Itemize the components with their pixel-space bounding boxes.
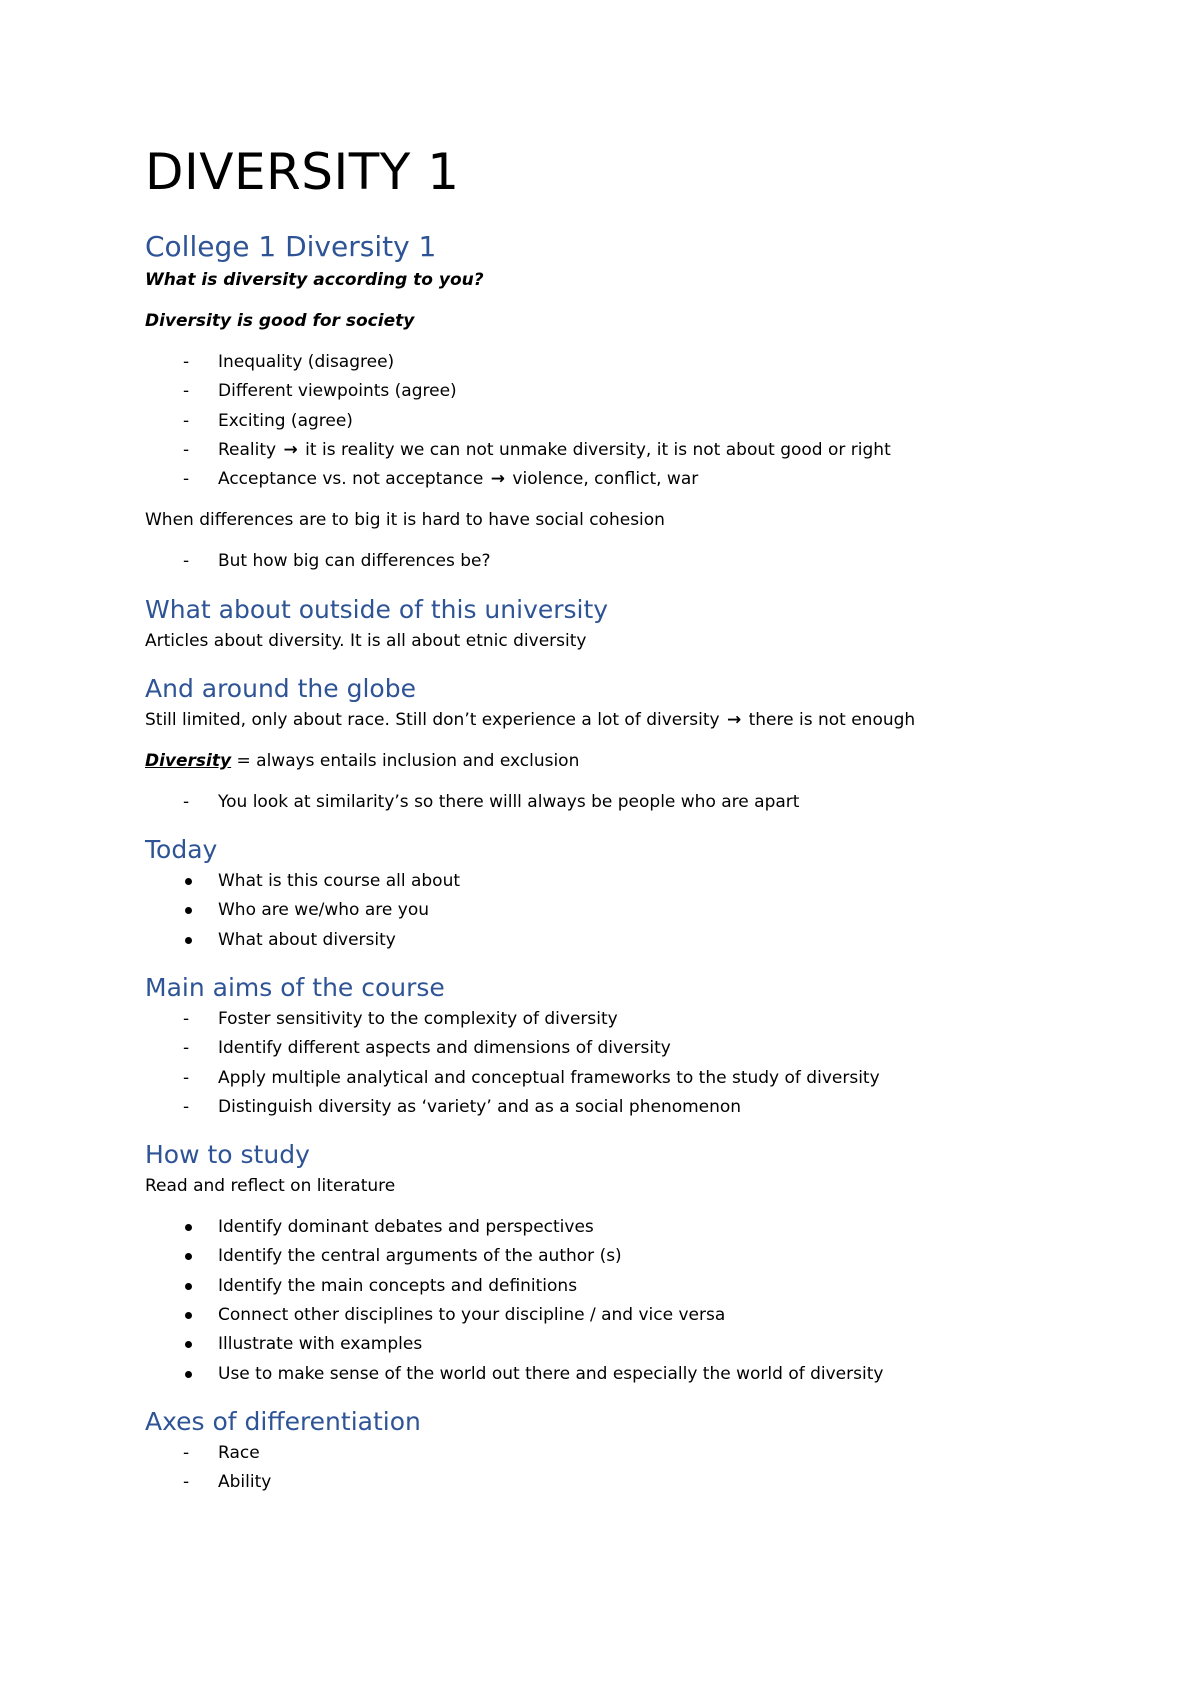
dash-marker: [183, 1439, 203, 1468]
list-item: - Exciting (agree): [145, 407, 1085, 436]
statement-text: Diversity is good for society: [145, 311, 415, 331]
dash-marker: [183, 465, 203, 494]
section-heading-aims: Main aims of the course: [145, 972, 445, 1002]
today-list: [145, 867, 1085, 955]
cohesion-list: [145, 547, 1085, 576]
list-item: Connect other disciplines to your discipline / and vice versa: [218, 1305, 726, 1326]
arrow-right-icon: →: [490, 469, 505, 490]
list-item: - Apply multiple analytical and conceptual frameworks to the study of diversity: [145, 1064, 1085, 1093]
dash-marker: [183, 377, 203, 406]
aims-list: [145, 1005, 1085, 1122]
list-item: - Ability: [145, 1468, 1085, 1497]
section-heading-study: How to study: [145, 1140, 310, 1170]
section-heading-globe: And around the globe: [145, 673, 416, 703]
arrow-right-icon: →: [283, 439, 298, 460]
list-item: - But how big can differences be?: [145, 547, 1085, 576]
list-item: Use to make sense of the world out there and especially the world of diversity: [218, 1363, 884, 1384]
opinion-list: [145, 348, 1085, 494]
document-title: DIVERSITY 1: [145, 143, 460, 201]
dash-marker: [183, 1034, 203, 1063]
list-item: Identify dominant debates and perspectives: [218, 1217, 594, 1238]
list-item: What about diversity: [218, 929, 396, 950]
section-text: Articles about diversity. It is all about etnic diversity: [145, 630, 587, 651]
list-item: Who are we/who are you: [218, 900, 429, 921]
section-heading-today: Today: [145, 835, 218, 865]
dash-marker: [183, 1468, 203, 1497]
question-text: What is diversity according to you?: [145, 270, 484, 290]
dash-marker: [183, 436, 203, 465]
document-page: [145, 140, 1085, 1498]
dash-marker: [183, 1093, 203, 1122]
list-item: - Inequality (disagree): [145, 348, 1085, 377]
definition-list: [145, 788, 1085, 817]
cohesion-text: When differences are to big it is hard to have social cohesion: [145, 510, 665, 531]
list-item: - Acceptance vs. not acceptance → violence, conflict, war: [145, 465, 1085, 494]
dash-marker: [183, 407, 203, 436]
list-item: - Race: [145, 1439, 1085, 1468]
arrow-right-icon: →: [726, 709, 742, 730]
list-item: - Identify different aspects and dimensions of diversity: [145, 1034, 1085, 1063]
dash-marker: [183, 1064, 203, 1093]
section-heading-college: College 1 Diversity 1: [145, 230, 437, 263]
dash-marker: [183, 788, 203, 817]
list-item: - Reality → it is reality we can not unmake diversity, it is not about good or right: [145, 436, 1085, 465]
axes-list: [145, 1439, 1085, 1498]
study-list: [145, 1213, 1085, 1389]
list-item: Identify the central arguments of the author (s): [218, 1246, 622, 1267]
section-heading-axes: Axes of differentiation: [145, 1406, 421, 1436]
list-item: - You look at similarity’s so there willl always be people who are apart: [145, 788, 1085, 817]
definition-term: Diversity: [145, 750, 232, 771]
dash-marker: [183, 547, 203, 576]
list-item: - Different viewpoints (agree): [145, 377, 1085, 406]
definition-text: Diversity = always entails inclusion and exclusion: [145, 750, 580, 771]
dash-marker: [183, 1005, 203, 1034]
section-text: Still limited, only about race. Still don’t experience a lot of diversity → there is not enough: [145, 706, 1085, 735]
list-item: - Distinguish diversity as ‘variety’ and as a social phenomenon: [145, 1093, 1085, 1122]
section-text: Read and reflect on literature: [145, 1176, 396, 1197]
section-heading-outside: What about outside of this university: [145, 594, 609, 624]
list-item: - Foster sensitivity to the complexity of diversity: [145, 1005, 1085, 1034]
dash-marker: [183, 348, 203, 377]
list-item: What is this course all about: [218, 871, 461, 892]
list-item: Identify the main concepts and definitions: [218, 1275, 578, 1296]
list-item: Illustrate with examples: [218, 1334, 423, 1355]
